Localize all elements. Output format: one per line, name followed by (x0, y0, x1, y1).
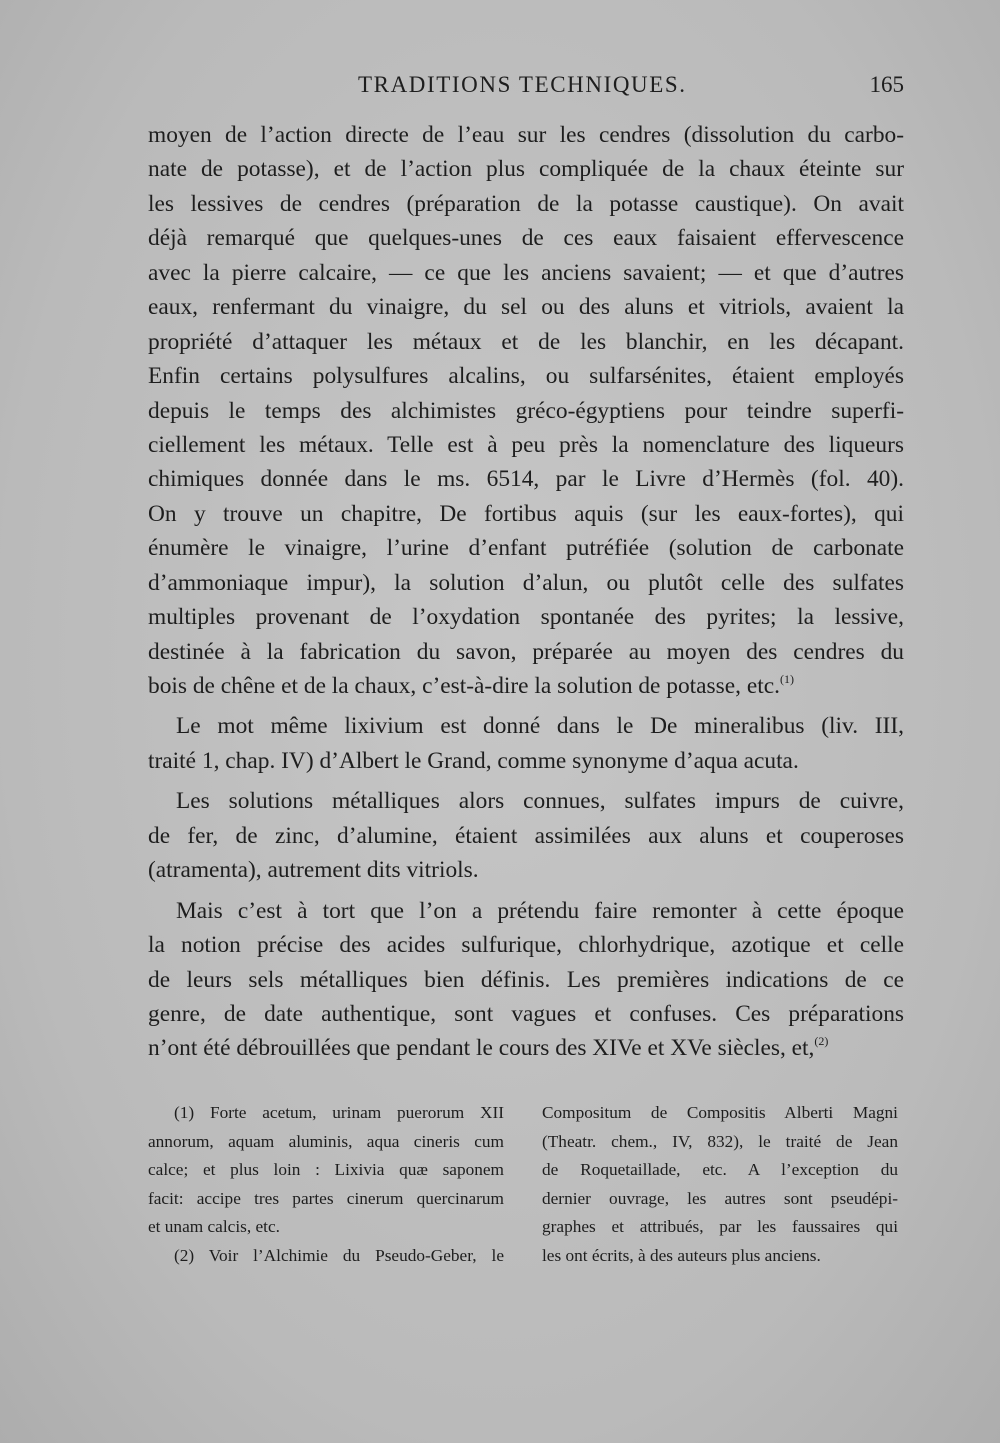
text-line: multiples provenant de l’oxydation spontanée des pyrites; la lessive, (148, 604, 904, 631)
footnote-line: facit: accipe tres partes cinerum quercinarum (148, 1188, 504, 1208)
footnote-line: calce; et plus loin : Lixivia quæ saponem (148, 1160, 504, 1180)
text-line: n’ont été débrouillées que pendant le cours des XIVe et XVe siècles, et,$^{(2)}$ (148, 1034, 829, 1062)
text-line: Le mot même lixivium est donné dans le De mineralibus (liv. III, (176, 713, 904, 740)
footnote-line: (2) Voir l’Alchimie du Pseudo-Geber, le (174, 1245, 504, 1265)
text-line: Les solutions métalliques alors connues, sulfates impurs de cuivre, (176, 788, 904, 815)
text-line: bois de chêne et de la chaux, c’est-à-dire la solution de potasse, etc.$^{(1)}$ (148, 672, 794, 699)
text-line: On y trouve un chapitre, De fortibus aquis (sur les eaux-fortes), qui (148, 500, 904, 527)
footnote-column-left (148, 1099, 504, 1271)
footnote-line: graphes et attribués, par les faussaires qui (542, 1217, 898, 1237)
text-line: moyen de l’action directe de l’eau sur les cendres (dissolution du carbo- (148, 122, 904, 148)
text-line: de fer, de zinc, d’alumine, étaient assimilées aux aluns et couperoses (148, 822, 904, 849)
text-line: déjà remarqué que quelques-unes de ces eaux faisaient effervescence (148, 225, 904, 252)
text-line: la notion précise des acides sulfurique, chlorhydrique, azotique et celle (148, 932, 904, 959)
text-line: propriété d’attaquer les métaux et de les blanchir, en les décapant. (148, 328, 904, 355)
footnote-line: annorum, aquam aluminis, aqua cineris cum (148, 1131, 504, 1151)
text-line: de leurs sels métalliques bien définis. Les premières indications de ce (148, 966, 904, 993)
text-line: ciellement les métaux. Telle est à peu près la nomenclature des liqueurs (148, 431, 904, 458)
text-line: nate de potasse), et de l’action plus compliquée de la chaux éteinte sur (148, 156, 904, 183)
text-line: Enfin certains polysulfures alcalins, ou sulfarsénites, étaient employés (148, 363, 904, 390)
footnote-line: (1) Forte acetum, urinam puerorum XII (174, 1103, 504, 1122)
footnote-ref-1: (1) (779, 672, 794, 686)
page-number: 165 (869, 72, 904, 97)
main-text (148, 118, 904, 1066)
text-line: genre, de date authentique, sont vagues et confuses. Ces préparations (148, 1000, 904, 1027)
footnote-ref-2: (2) (814, 1034, 829, 1049)
footnote-line: de Roquetaillade, etc. A l’exception du (542, 1160, 898, 1180)
footnote-column-right (542, 1099, 898, 1271)
text-line: énumère le vinaigre, l’urine d’enfant putréfiée (solution de carbonate (148, 535, 904, 562)
text-line: d’ammoniaque impur), la solution d’alun, ou plutôt celle des sulfates (148, 569, 904, 596)
text-line: eaux, renfermant du vinaigre, du sel ou des aluns et vitriols, avaient la (148, 294, 904, 321)
running-title: TRADITIONS TECHNIQUES. (358, 72, 687, 97)
footnote-line: Compositum de Compositis Alberti Magni (542, 1103, 898, 1122)
text-line: (atramenta), autrement dits vitriols. (148, 857, 479, 884)
footnote-line: les ont écrits, à des auteurs plus anciens. (542, 1245, 821, 1265)
footnote-line: (Theatr. chem., IV, 832), le traité de Jean (542, 1131, 898, 1151)
text-line: depuis le temps des alchimistes gréco-égyptiens pour teindre superfi- (148, 397, 904, 424)
page-header (148, 72, 904, 106)
text-line: chimiques donnée dans le ms. 6514, par le Livre d’Hermès (fol. 40). (148, 466, 904, 493)
text-line: Mais c’est à tort que l’on a prétendu faire remonter à cette époque (176, 897, 904, 924)
text-line: avec la pierre calcaire, — ce que les anciens savaient; — et que d’autres (148, 259, 904, 286)
footnote-line: dernier ouvrage, les autres sont pseudépi- (542, 1188, 898, 1208)
text-line: destinée à la fabrication du savon, préparée au moyen des cendres du (148, 638, 904, 665)
text-line: les lessives de cendres (préparation de la potasse caustique). On avait (148, 190, 904, 217)
text-line: traité 1, chap. IV) d’Albert le Grand, comme synonyme d’aqua acuta. (148, 747, 799, 774)
footnote-line: et unam calcis, etc. (148, 1217, 280, 1237)
